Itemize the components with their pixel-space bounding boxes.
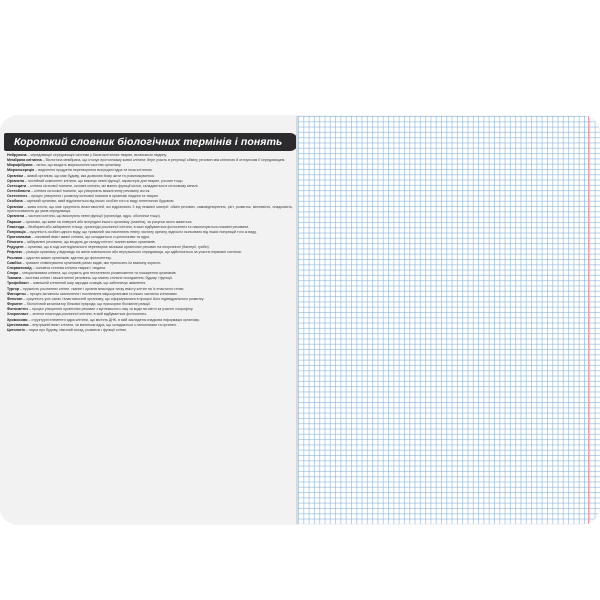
glossary-definition: – процес активного захоплення і поглинання мікроорганізмів та інших частинок клітинами. [25,291,178,296]
glossary-entry [7,214,293,219]
glossary-term: Пластиди [7,224,25,229]
glossary-entry [7,297,293,302]
glossary-term: Спора [7,271,19,276]
glossary-definition: – нитки, що входять мікроскопічні частини організму. [32,163,122,168]
glossary-term: Остеоцити [7,183,27,188]
glossary-definition: – тривале співіснування організмів різних видів, яке приносить їм взаємну користь. [21,260,162,265]
glossary-term: Фермент [7,302,23,307]
glossary-entry [7,205,293,214]
glossary-definition: – структурні елементи ядра клітини, що містять ДНК, в якій закладена спадкова інформація організму. [27,317,200,322]
glossary-definition: – чоловіча статева клітина тварин і людини. [31,265,107,270]
glossary-entry [7,281,293,286]
glossary-term: Паразит [7,219,22,224]
glossary-definition: – частини клітини, що виконують певні функції (органоїди, ядро, оболонки тощо). [24,214,161,219]
glossary-entry [7,323,293,328]
glossary-term: Особина [7,199,23,204]
glossary-definition: – біологічна мембрана, що оточує протоплазму живої клітини; бере участь в регуляції обміну речовин між клітиною й оточуючим її середовищем. [41,158,286,163]
glossary-term: Хромосоми [7,317,28,322]
glossary-definition: – реакція організму у відповідь на зміни зовнішнього або внутрішнього середовища, що здійснюється за участю нервової системи. [22,250,242,255]
glossary-entry [7,199,293,204]
glossary-term: Сперматозоїд [7,265,32,270]
glossary-entry [7,292,293,297]
glossary-term: Тканина [7,276,22,281]
glossary-term: Мембрана клітинна [7,158,42,163]
glossary-entry [7,307,293,312]
glossary-term: Організм [7,204,24,209]
glossary-definition: – середовищні середовищні системи у багатоклітинних тварин, включаючи людину. [26,153,167,157]
glossary-term: Протоплазма [7,235,31,239]
glossary-definition: – біологічний каталізатор білкової природи, що прискорює біохімічні реакції. [22,302,151,307]
glossary-term: Цитологія [7,327,25,332]
glossary-definition: – основний вміст живої клітини, що складається з цитоплазми та ядра. [30,235,150,239]
glossary-definition: – наука про будову, хімічний склад, розвиток і функції клітин. [24,327,128,332]
glossary-term: Тургор [7,286,20,291]
glossary-entry [7,184,293,189]
glossary-definition: – спеціалізована клітина, що служить для нестатевого розмноження та поширення організмів. [18,271,177,276]
glossary-entry [7,240,293,245]
glossary-entry [7,271,293,276]
glossary-term: Мікрофібрили [7,163,33,168]
glossary-term: Органели [7,214,25,219]
glossary-definition: – система клітин і міжклітинної речовини, що мають спільне походження, будову і функції. [21,276,173,281]
glossary-entry [7,163,293,168]
glossary-definition: – виділення продуктів перетворення всередині ядра та поза клітиною. [34,168,153,173]
glossary-term: Фотосинтез [7,307,28,312]
glossary-entry [7,168,293,173]
glossary-entry [7,158,293,163]
glossary-definition: – процес утворення органічних речовин з вуглекислого газу та води на світлі за участю хлорофілу. [27,307,194,312]
glossary-entry [7,245,293,250]
glossary-definition: – постійний компонент клітини, що виконує певні функції, характерні для тварин, рослин тощо. [23,178,184,183]
glossary-definition: – живий організм, що має будову, яка дозволяє йому жити та розмножуватися. [23,173,156,178]
glossary-term: Рефлекс [7,250,23,255]
glossary-term: Мікроекскреція [7,168,35,173]
glossary-entry [7,266,293,271]
glossary-entry [7,261,293,266]
glossary-entry [7,276,293,281]
glossary-term: Популяція [7,229,26,234]
glossary-definition: – царство живих організмів, здатних до фотосинтезу. [22,255,112,260]
glossary-entries [7,153,293,521]
glossary-entry [7,153,293,158]
glossary-entry [7,318,293,323]
notebook-spread [0,116,600,524]
glossary-entry [7,225,293,230]
glossary-entry [7,220,293,225]
glossary-term: Фенотип [7,296,23,301]
glossary-term: Симбіоз [7,260,22,265]
glossary-term: Пігменти [7,240,23,245]
glossary-definition: – окремий організм, який відрізняється від інших особин того ж виду генетичною будовою. [22,199,175,204]
glossary-entry [7,230,293,235]
glossary-entry [7,189,293,194]
glossary-term: Остеобласти [7,189,31,194]
glossary-title: Короткий словник біологічних термінів і понять [4,133,298,151]
grid-page [298,116,600,524]
glossary-definition: – зовнішній клітинний шар зародка ссавців, що забезпечує живлення. [28,281,147,286]
glossary-definition: – забарвлені речовини, що входять до складу клітин і тканин живих організмів. [22,240,156,245]
glossary-entry [7,287,293,292]
glossary-definition: – внутрішній вміст клітини, за винятком ядра, що складається з гіалоплазми та органел. [28,322,177,327]
glossary-definition: – пружність рослинних клітин, тканин і органів внаслідок тиску вмісту клітин на їх еластичні стінки. [19,286,185,291]
glossary-term: Хлоропласт [7,312,29,317]
glossary-term: Трофобласт [7,281,29,286]
glossary-definition: – клітини кісткової тканини, що утворюють міжклітинну речовину кісток. [30,189,151,194]
glossary-term: Органела [7,178,24,183]
glossary-entry [7,302,293,307]
glossary-entry [7,250,293,255]
glossary-definition: – жива істота, що має сукупність властивостей, які відрізняють її від неживої матерії: обмін речовин, самовідтворення, ріст, розвиток, мінливість, спадковість, пристосованість до умов середовища. [7,204,293,214]
glossary-term: Рослини [7,255,23,260]
glossary-entry [7,328,293,333]
margin-line [588,116,589,524]
glossary-entry [7,312,293,317]
glossary-entry [7,235,293,240]
glossary-term: Остеогенез [7,194,28,199]
glossary-term: Фагоцитоз [7,291,26,296]
glossary-definition: – сукупність усіх ознак і властивостей організму, що сформувалися в процесі його індивідуального розвитку. [22,296,205,301]
glossary-term: Організм [7,173,24,178]
glossary-term: Цитоплазма [7,322,29,327]
glossary-term: Нейрулона [7,153,27,157]
glossary-definition: – безбарвні або забарвлені тільця, органоїди рослинної клітини, в яких відбувається фотосинтез та накопичуються поживні речовини. [24,224,250,229]
glossary-definition: – клітини кісткової тканини, основні клітини, які мають функції кістки, складаються в кістковому каналі. [26,183,199,188]
glossary-entry [7,194,293,199]
left-page [0,116,298,524]
glossary-entry [7,179,293,184]
glossary-entry [7,174,293,179]
glossary-definition: – зелена пластида рослинної клітини, в якій відбувається фотосинтез. [28,312,147,317]
glossary-term: Редуцент [7,245,24,250]
glossary-definition: – сукупність особин одного виду, що тривалий час населяють певну частину ареалу, відносно ізольовано від інших популяцій того ж виду. [25,229,257,234]
glossary-definition: – організм, що живе на поверхні або всередині іншого організму (хазяїна), за рахунок якого живиться. [21,219,193,224]
glossary-entry [7,256,293,261]
glossary-definition: – процес утворення і розвитку кісткової тканини в організмі людини та тварин. [27,194,159,199]
glossary-definition: – організм, що в ході життєдіяльності перетворює залишки органічних речовин на неорганічні (бактерії, гриби). [23,245,210,250]
